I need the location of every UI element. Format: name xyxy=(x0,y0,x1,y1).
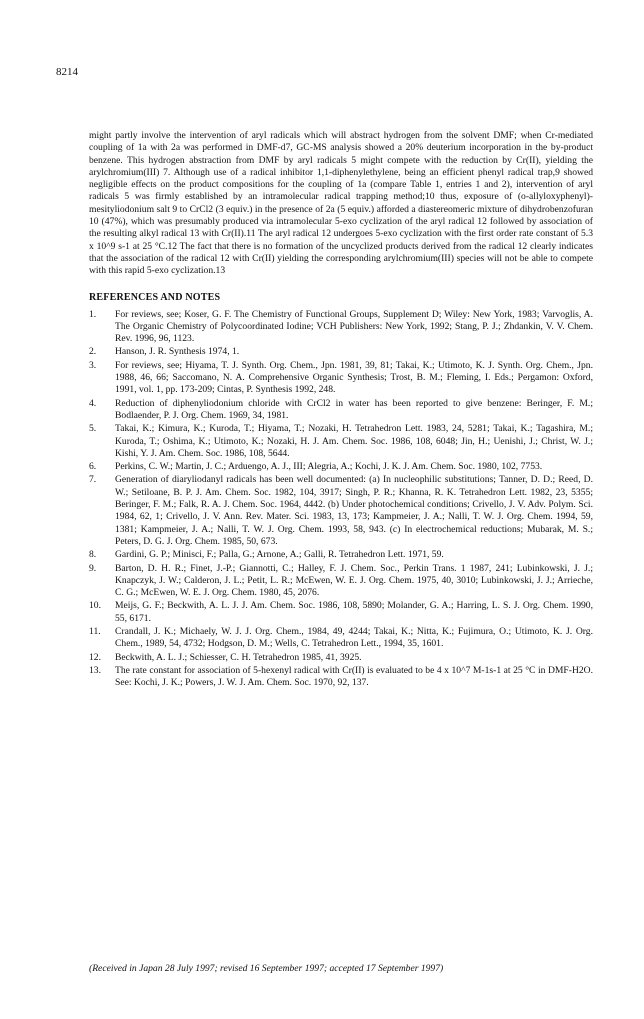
reference-text: Crandall, J. K.; Michaely, W. J. J. Org. Chem., 1984, 49, 4244; Takai, K.; Nitta, K.; Fujimura, O.; Utimoto, K. J. Org. Chem., 1989, 54, 4732; Hodgson, D. M.; Wells, C. Tetrahedron Lett., 1994, 35, 1601. xyxy=(115,625,593,650)
reference-item xyxy=(89,309,593,346)
page-number: 8214 xyxy=(56,66,78,78)
reference-number: 12. xyxy=(89,651,101,663)
reference-number: 5. xyxy=(89,423,97,435)
reference-item xyxy=(89,346,593,358)
reference-text: Meijs, G. F.; Beckwith, A. L. J. J. Am. Chem. Soc. 1986, 108, 5890; Molander, G. A.; Harring, L. S. J. Org. Chem. 1990, 55, 6171. xyxy=(115,600,593,624)
reference-item xyxy=(89,665,593,690)
reference-number: 4. xyxy=(89,397,97,409)
reference-number: 3. xyxy=(89,359,97,371)
reference-item xyxy=(89,423,593,460)
reference-item xyxy=(89,626,593,651)
reference-number: 8. xyxy=(89,549,97,561)
body-paragraph: might partly involve the intervention of aryl radicals which will abstract hydrogen from the solvent DMF; when Cr-mediated coupling of 1a with 2a was performed in DMF-d7, GC-MS analysis showed a 20% deuterium incorporation in the by-product benzene. This hydrogen abstraction from DMF by aryl radicals 5 might compete with the reduction by Cr(II), yielding the arylchromium(III) 7. Although use of a radical inhibitor 1,1-diphenylethylene, being an efficient phenyl radical trap,9 showed negligible effects on the product compositions for the coupling of 1a (compare Table 1, entries 1 and 2), intervention of aryl radicals 5 was firmly established by an intramolecular radical trapping method;10 thus, exposure of (o-allyloxyphenyl)-mesityliodonium salt 9 to CrCl2 (3 equiv.) in the presence of 2a (5 equiv.) afforded a diastereomeric mixture of dihydrobenzofuran 10 (47%), which was presumably produced via intramolecular 5-exo cyclization of the aryl radical 12 followed by association of the resulting alkyl radical 13 with Cr(II).11 The aryl radical 12 undergoes 5-exo cyclization with the first order rate constant of 5.3 x 10^9 s-1 at 25 °C.12 The fact that there is no formation of the uncyclized products derived from the radical 12 clearly indicates that the association of the radical 12 with Cr(II) yielding the corresponding arylchromium(III) species will not be able to compete with this rapid 5-exo cyclization.13 xyxy=(89,130,593,277)
reference-text: Reduction of diphenyliodonium chloride with CrCl2 in water has been reported to give benzene: Beringer, F. M.; Bodlaender, P. J. Org. Chem. 1969, 34, 1981. xyxy=(115,397,593,421)
reference-text: For reviews, see; Koser, G. F. The Chemistry of Functional Groups, Supplement D; Wiley: New York, 1983; Varvoglis, A. The Organic Chemistry of Polycoordinated Iodine; VCH Publishers: New York, 1992; Stang, P. J.; Zhdankin, V. V. Chem. Rev. 1996, 96, 1123. xyxy=(115,308,593,345)
reference-text: The rate constant for association of 5-hexenyl radical with Cr(II) is evaluated to be 4 x 10^7 M-1s-1 at 25 °C in DMF-H2O. See: Kochi, J. K.; Powers, J. W. J. Am. Chem. Soc. 1970, 92, 137. xyxy=(115,664,593,689)
references-list xyxy=(89,309,593,690)
reference-item xyxy=(89,461,593,473)
reference-text: For reviews, see; Hiyama, T. J. Synth. Org. Chem., Jpn. 1981, 39, 81; Takai, K.; Utimoto, K. J. Synth. Org. Chem., Jpn. 1988, 46, 66; Saccomano, N. A. Comprehensive Organic Synthesis; Trost, B. M.; Fleming, I. Eds.; Pergamon: Oxford, 1991, vol. 1, pp. 173-209; Cintas, P. Synthesis 1992, 248. xyxy=(115,359,593,396)
reference-item xyxy=(89,600,593,625)
reference-number: 6. xyxy=(89,461,97,473)
reference-item xyxy=(89,563,593,600)
reference-item xyxy=(89,549,593,561)
reference-item xyxy=(89,360,593,397)
reference-number: 13. xyxy=(89,664,101,676)
reference-number: 9. xyxy=(89,562,97,574)
reference-number: 10. xyxy=(89,600,101,612)
reference-item xyxy=(89,398,593,423)
reference-text: Generation of diaryliodanyl radicals has been well documented: (a) In nucleophilic substitutions; Tanner, D. D.; Reed, D. W.; Setiloane, B. P. J. Am. Chem. Soc. 1982, 104, 3917; Singh, P. R.; Khanna, R. K. Tetrahedron Lett. 1982, 23, 5355; Beringer, F. M.; Falk, R. A. J. Chem. Soc. 1964, 4442. (b) Under photochemical conditions; Crivello, J. V. Adv. Polym. Sci. 1984, 62, 1; Crivello, J. V. Ann. Rev. Mater. Sci. 1983, 13, 173; Kampmeier, J. A.; Nalli, T. W. J. Org. Chem. 1994, 59, 1381; Kampmeier, J. A.; Nalli, T. W. J. Org. Chem. 1993, 58, 943. (c) In electrochemical reductions; Mubarak, M. S.; Peters, D. G. J. Org. Chem. 1985, 50, 673. xyxy=(115,474,593,547)
reference-text: Barton, D. H. R.; Finet, J.-P.; Giannotti, C.; Halley, F. J. Chem. Soc., Perkin Trans. 1 1987, 241; Lubinkowski, J. J.; Knapczyk, J. W.; Calderon, J. L.; Petit, L. R.; McEwen, W. E. J. Org. Chem. 1975, 40, 3010; Lubinkowski, J. J.; Arrieche, C. G.; McEwen, W. E. J. Org. Chem. 1980, 45, 2076. xyxy=(115,562,593,599)
reference-text: Takai, K.; Kimura, K.; Kuroda, T.; Hiyama, T.; Nozaki, H. Tetrahedron Lett. 1983, 24, 5281; Takai, K.; Tagashira, M.; Kuroda, T.; Oshima, K.; Utimoto, K.; Nozaki, H. J. Am. Chem. Soc. 1986, 108, 6048; Jin, H.; Uenishi, J.; Christ, W. J.; Kishi, Y. J. Am. Chem. Soc. 1986, 108, 5644. xyxy=(115,423,593,459)
article-content xyxy=(89,130,593,690)
reference-text: Gardini, G. P.; Minisci, F.; Palla, G.; Arnone, A.; Galli, R. Tetrahedron Lett. 1971, 59. xyxy=(115,549,444,561)
reference-number: 1. xyxy=(89,308,97,320)
reference-number: 2. xyxy=(89,346,97,358)
received-dates: (Received in Japan 28 July 1997; revised 16 September 1997; accepted 17 September 1997) xyxy=(89,963,444,974)
reference-text: Beckwith, A. L. J.; Schiesser, C. H. Tetrahedron 1985, 41, 3925. xyxy=(115,651,362,663)
reference-item xyxy=(89,474,593,548)
reference-text: Perkins, C. W.; Martin, J. C.; Arduengo, A. J., III; Alegria, A.; Kochi, J. K. J. Am. Chem. Soc. 1980, 102, 7753. xyxy=(115,461,543,473)
reference-item xyxy=(89,652,593,664)
references-heading: REFERENCES AND NOTES xyxy=(89,291,221,303)
reference-number: 11. xyxy=(89,625,101,637)
reference-text: Hanson, J. R. Synthesis 1974, 1. xyxy=(115,346,240,358)
reference-number: 7. xyxy=(89,474,97,486)
